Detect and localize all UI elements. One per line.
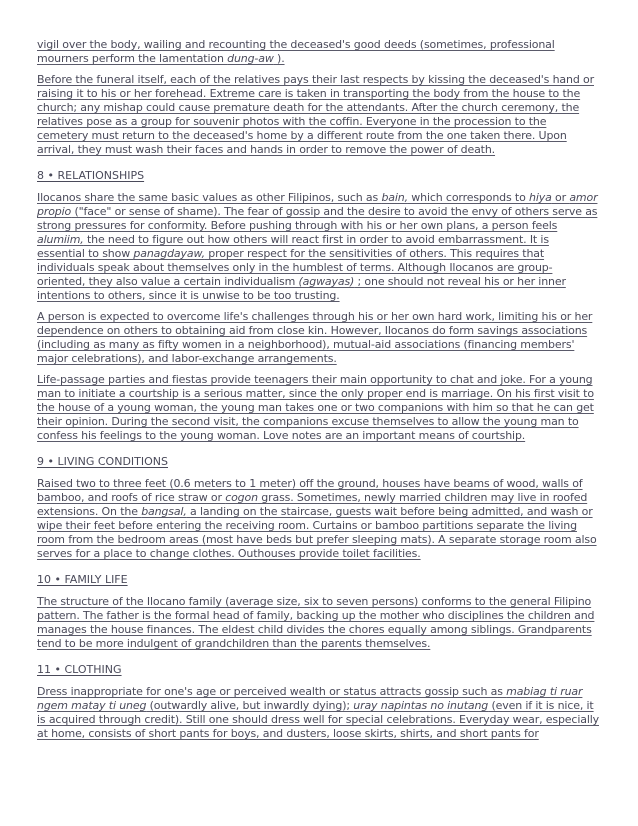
section-living-conditions (37, 455, 599, 561)
section-relationships (37, 169, 599, 443)
section-heading: 8 • RELATIONSHIPS (37, 169, 145, 182)
paragraph: Life-passage parties and fiestas provide teenagers their main opportunity to chat and joke. For a young man to initiate a courtship is a serious matter, since the only proper end is marriage. On his first visit to the house of a young woman, the young man takes one or two companions with him so that he can get their opinion. During the second visit, the companions excuse themselves to allow the young man to confess his feelings to the young woman. Love notes are an important means of courtship. (37, 373, 594, 442)
paragraph: Before the funeral itself, each of the relatives pays their last respects by kissing the deceased's hand or raising it to his or her forehead. Extreme care is taken in transporting the body from the house to the church; any mishap could cause premature death for the attendants. After the church ceremony, the relatives pose as a group for souvenir photos with the coffin. Everyone in the procession to the cemetery must return to the deceased's home by a different route from the one taken there. Upon arrival, they must wash their faces and hands in order to remove the power of death. (37, 73, 594, 156)
section-heading: 10 • FAMILY LIFE (37, 573, 128, 586)
paragraph: Dress inappropriate for one's age or perceived wealth or status attracts gossip such as mabiag ti ruar ngem matay ti uneg (outwardly alive, but inwardly dying); uray napintas no inutang (even if it is nice, it is acquired through credit). Still one should dress well for special celebrations. Everyday wear, especially at home, consists of short pants for boys, and dusters, loose skirts, shirts, and short pants for (37, 685, 599, 740)
section-heading: 11 • CLOTHING (37, 663, 122, 676)
section-heading: 9 • LIVING CONDITIONS (37, 455, 168, 468)
paragraph: Raised two to three feet (0.6 meters to 1 meter) off the ground, houses have beams of wood, walls of bamboo, and roofs of rice straw or cogon grass. Sometimes, newly married children may live in roofed extensions. On the bangsal, a landing on the staircase, guests wait before being admitted, and wash or wipe their feet before entering the receiving room. Curtains or bamboo partitions separate the living room from the bedroom areas (most have beds but prefer sleeping mats). A separate storage room also serves for a place to change clothes. Outhouses provide toilet facilities. (37, 477, 597, 560)
document-page (37, 38, 599, 748)
paragraph: Ilocanos share the same basic values as other Filipinos, such as bain, which corresponds to hiya or amor propio ("face" or sense of shame). The fear of gossip and the desire to avoid the envy of others serve as strong pressures for conformity. Before pushing through with his or her own plans, a person feels alumiim, the need to figure out how others will react first in order to avoid embarrassment. It is essential to show panagdayaw, proper respect for the sensitivities of others. This requires that individuals speak about themselves only in the humblest of terms. Although Ilocanos are group-oriented, they also value a certain individualism (agwayas) ; one should not reveal his or her inner intentions to others, since it is unwise to be too trusting. (37, 191, 598, 302)
section-family-life (37, 573, 599, 651)
paragraph: A person is expected to overcome life's challenges through his or her own hard work, limiting his or her dependence on others to obtaining aid from close kin. However, Ilocanos do form savings associations (including as many as fifty women in a neighborhood), mutual-aid associations (financing members' major celebrations), and labor-exchange arrangements. (37, 310, 593, 365)
continuation-section (37, 38, 599, 157)
section-clothing (37, 663, 599, 741)
paragraph: vigil over the body, wailing and recounting the deceased's good deeds (sometimes, professional mourners perform the lamentation dung-aw ). (37, 38, 555, 65)
paragraph: The structure of the Ilocano family (average size, six to seven persons) conforms to the general Filipino pattern. The father is the formal head of family, backing up the mother who disciplines the children and manages the house finances. The eldest child divides the chores equally among siblings. Grandparents tend to be more indulgent of grandchildren than the parents themselves. (37, 595, 595, 650)
